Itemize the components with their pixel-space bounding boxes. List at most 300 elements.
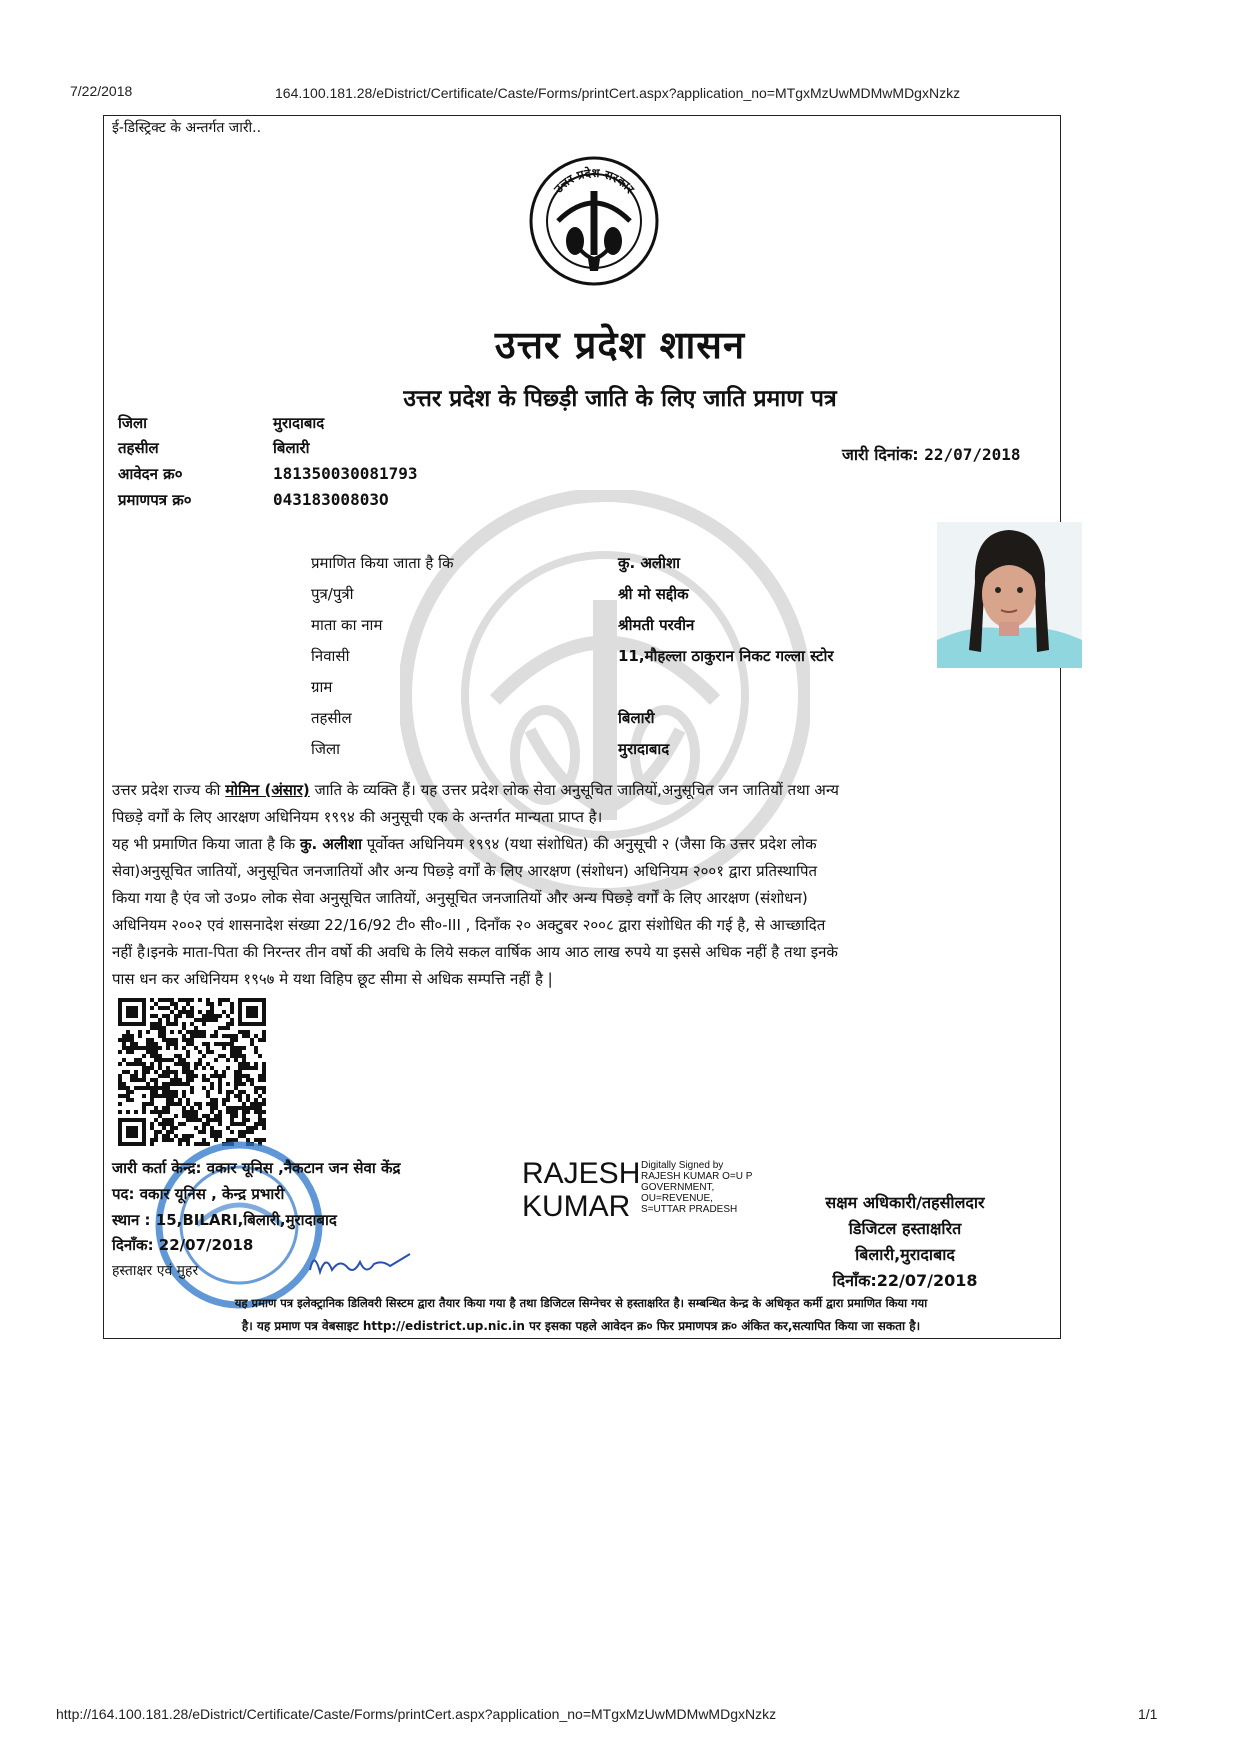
qr-module xyxy=(118,1074,122,1078)
qr-module xyxy=(170,1038,174,1042)
qr-finder xyxy=(246,1006,258,1018)
qr-module xyxy=(190,1134,194,1138)
qr-module xyxy=(262,1034,266,1038)
qr-module xyxy=(230,1010,234,1014)
qr-module xyxy=(166,1102,170,1106)
qr-module xyxy=(166,1134,170,1138)
tehsil-value: बिलारी xyxy=(273,439,310,457)
qr-module xyxy=(254,1034,258,1038)
qr-module xyxy=(170,1082,174,1086)
qr-module xyxy=(194,1046,198,1050)
qr-module xyxy=(234,1046,238,1050)
qr-module xyxy=(218,998,222,1002)
qr-module xyxy=(186,1062,190,1066)
qr-module xyxy=(238,1090,242,1094)
qr-module xyxy=(150,998,154,1002)
qr-module xyxy=(170,1002,174,1006)
qr-module xyxy=(262,1086,266,1090)
qr-module xyxy=(158,1062,162,1066)
qr-module xyxy=(166,1058,170,1062)
qr-module xyxy=(166,1106,170,1110)
qr-module xyxy=(226,1110,230,1114)
qr-module xyxy=(182,1094,186,1098)
qr-module xyxy=(226,1034,230,1038)
qr-module xyxy=(162,1126,166,1130)
qr-module xyxy=(174,1074,178,1078)
qr-module xyxy=(182,1066,186,1070)
district-value: मुरादाबाद xyxy=(273,414,325,432)
qr-module xyxy=(174,1042,178,1046)
qr-module xyxy=(158,998,162,1002)
qr-module xyxy=(234,1074,238,1078)
qr-module xyxy=(130,1078,134,1082)
qr-module xyxy=(174,1126,178,1130)
paragraph-2-line-5: नहीं है।इनके माता-पिता की निरन्तर तीन वर्षो की अवधि के लिये सकल वार्षिक आय आठ लाख रुपये या इससे अधिक नहीं है तथा इनके xyxy=(112,943,838,961)
qr-module xyxy=(158,1034,162,1038)
detail-tehsil-label: तहसील xyxy=(311,709,352,727)
qr-module xyxy=(166,1110,170,1114)
qr-module xyxy=(150,1014,154,1018)
qr-module xyxy=(218,1074,222,1078)
qr-module xyxy=(234,1034,238,1038)
qr-module xyxy=(186,1134,190,1138)
qr-module xyxy=(226,1058,230,1062)
qr-module xyxy=(150,1110,154,1114)
qr-module xyxy=(254,1102,258,1106)
qr-module xyxy=(118,1062,122,1066)
qr-module xyxy=(246,1110,250,1114)
issuer-date: दिनाँक: 22/07/2018 xyxy=(112,1236,254,1254)
qr-module xyxy=(230,1110,234,1114)
qr-module xyxy=(186,1082,190,1086)
qr-module xyxy=(126,1110,130,1114)
certificate-no-value: 04318300803О xyxy=(273,490,389,509)
qr-module xyxy=(214,1098,218,1102)
qr-module xyxy=(186,1110,190,1114)
qr-module xyxy=(254,1066,258,1070)
qr-module xyxy=(226,1022,230,1026)
qr-module xyxy=(258,1078,262,1082)
qr-module xyxy=(182,1026,186,1030)
qr-module xyxy=(166,1074,170,1078)
qr-module xyxy=(234,1114,238,1118)
qr-module xyxy=(242,1102,246,1106)
qr-module xyxy=(210,1034,214,1038)
qr-module xyxy=(222,1098,226,1102)
certificate-title: उत्तर प्रदेश के पिछ्ड़ी जाति के लिए जाति प्रमाण पत्र xyxy=(403,386,837,412)
print-date: 7/22/2018 xyxy=(70,83,133,99)
qr-module xyxy=(142,1110,146,1114)
qr-module xyxy=(210,1002,214,1006)
qr-module xyxy=(198,1062,202,1066)
qr-module xyxy=(242,1082,246,1086)
qr-module xyxy=(154,1042,158,1046)
qr-module xyxy=(210,1126,214,1130)
qr-module xyxy=(214,1014,218,1018)
qr-module xyxy=(210,1066,214,1070)
qr-module xyxy=(166,1066,170,1070)
qr-module xyxy=(214,1042,218,1046)
qr-module xyxy=(242,1106,246,1110)
qr-module xyxy=(134,1078,138,1082)
qr-module xyxy=(118,1110,122,1114)
qr-module xyxy=(138,1086,142,1090)
qr-module xyxy=(234,1094,238,1098)
qr-module xyxy=(150,1098,154,1102)
qr-module xyxy=(230,1130,234,1134)
qr-module xyxy=(154,1090,158,1094)
qr-module xyxy=(150,1078,154,1082)
qr-module xyxy=(118,1102,122,1106)
qr-module xyxy=(194,1114,198,1118)
qr-module xyxy=(166,1070,170,1074)
qr-module xyxy=(158,1054,162,1058)
qr-module xyxy=(182,1038,186,1042)
qr-module xyxy=(246,1098,250,1102)
qr-module xyxy=(146,1042,150,1046)
qr-module xyxy=(238,1054,242,1058)
qr-module xyxy=(202,1114,206,1118)
qr-finder xyxy=(126,1006,138,1018)
qr-module xyxy=(150,1122,154,1126)
qr-module xyxy=(162,1082,166,1086)
qr-module xyxy=(174,1002,178,1006)
digital-sig-details: Digitally Signed by RAJESH KUMAR O=U P GOVERNMENT, OU=REVENUE, S=UTTAR PRADESH xyxy=(641,1160,753,1215)
qr-module xyxy=(242,1122,246,1126)
qr-module xyxy=(226,1090,230,1094)
qr-module xyxy=(230,1114,234,1118)
qr-module xyxy=(238,1078,242,1082)
qr-module xyxy=(162,1006,166,1010)
qr-module xyxy=(162,1074,166,1078)
qr-module xyxy=(142,1074,146,1078)
qr-module xyxy=(154,1022,158,1026)
qr-module xyxy=(186,998,190,1002)
qr-module xyxy=(182,1006,186,1010)
qr-module xyxy=(238,1070,242,1074)
qr-module xyxy=(134,1070,138,1074)
qr-module xyxy=(218,1090,222,1094)
qr-module xyxy=(186,1070,190,1074)
emblem-text: उत्तर प्रदेश सरकार xyxy=(551,165,638,196)
qr-module xyxy=(134,1086,138,1090)
qr-module xyxy=(126,1034,130,1038)
qr-module xyxy=(186,1098,190,1102)
qr-module xyxy=(214,1134,218,1138)
qr-module xyxy=(222,1010,226,1014)
qr-module xyxy=(142,1062,146,1066)
qr-module xyxy=(202,1086,206,1090)
qr-module xyxy=(198,1030,202,1034)
qr-module xyxy=(210,1082,214,1086)
qr-module xyxy=(158,1018,162,1022)
qr-module xyxy=(198,998,202,1002)
qr-module xyxy=(182,1034,186,1038)
qr-module xyxy=(162,1090,166,1094)
qr-module xyxy=(158,1114,162,1118)
qr-module xyxy=(262,1038,266,1042)
qr-module xyxy=(134,1062,138,1066)
qr-module xyxy=(234,1106,238,1110)
qr-module xyxy=(190,1070,194,1074)
qr-module xyxy=(262,1074,266,1078)
qr-module xyxy=(166,1086,170,1090)
qr-module xyxy=(194,1018,198,1022)
qr-module xyxy=(210,1074,214,1078)
qr-module xyxy=(194,1066,198,1070)
qr-module xyxy=(142,1070,146,1074)
qr-module xyxy=(190,1114,194,1118)
issuer-sign-label: हस्ताक्षर एवं मुहर xyxy=(112,1263,199,1279)
qr-module xyxy=(234,1070,238,1074)
qr-module xyxy=(194,1034,198,1038)
qr-module xyxy=(250,1042,254,1046)
qr-module xyxy=(170,998,174,1002)
qr-module xyxy=(198,1058,202,1062)
issue-date-label: जारी दिनांक: xyxy=(842,445,919,464)
qr-module xyxy=(126,1090,130,1094)
qr-module xyxy=(150,1066,154,1070)
qr-module xyxy=(186,1066,190,1070)
paragraph-2-line-6: पास धन कर अधिनियम १९५७ मे यथा विहिप छूट सीमा से अधिक सम्पत्ति नहीं है | xyxy=(112,970,553,988)
qr-module xyxy=(150,1026,154,1030)
qr-module xyxy=(162,1014,166,1018)
qr-module xyxy=(238,1066,242,1070)
qr-module xyxy=(262,1126,266,1130)
qr-module xyxy=(206,1122,210,1126)
qr-module xyxy=(210,1110,214,1114)
qr-module xyxy=(154,1110,158,1114)
qr-module xyxy=(126,1094,130,1098)
qr-module xyxy=(222,1042,226,1046)
qr-module xyxy=(126,1046,130,1050)
qr-module xyxy=(206,1090,210,1094)
qr-module xyxy=(166,1018,170,1022)
qr-module xyxy=(226,1026,230,1030)
qr-module xyxy=(198,1130,202,1134)
qr-module xyxy=(170,1118,174,1122)
qr-module xyxy=(202,1030,206,1034)
qr-finder xyxy=(126,1126,138,1138)
qr-module xyxy=(158,1046,162,1050)
qr-module xyxy=(226,1126,230,1130)
qr-module xyxy=(170,1126,174,1130)
qr-module xyxy=(238,1062,242,1066)
certificate-no-label: प्रमाणपत्र क्र० xyxy=(118,491,192,509)
qr-module xyxy=(258,1054,262,1058)
qr-module xyxy=(182,1110,186,1114)
qr-module xyxy=(150,1022,154,1026)
qr-module xyxy=(170,1122,174,1126)
qr-module xyxy=(242,1110,246,1114)
qr-module xyxy=(246,1118,250,1122)
qr-module xyxy=(122,1082,126,1086)
qr-module xyxy=(190,998,194,1002)
qr-module xyxy=(118,1078,122,1082)
qr-module xyxy=(238,1098,242,1102)
qr-module xyxy=(186,1050,190,1054)
qr-module xyxy=(186,1030,190,1034)
qr-module xyxy=(246,1126,250,1130)
qr-module xyxy=(254,1050,258,1054)
qr-module xyxy=(154,1134,158,1138)
qr-module xyxy=(238,1046,242,1050)
qr-module xyxy=(134,1074,138,1078)
qr-module xyxy=(250,1130,254,1134)
qr-module xyxy=(162,1058,166,1062)
qr-module xyxy=(170,1098,174,1102)
qr-module xyxy=(178,998,182,1002)
qr-module xyxy=(238,1074,242,1078)
qr-module xyxy=(126,1038,130,1042)
qr-module xyxy=(210,1118,214,1122)
qr-module xyxy=(182,998,186,1002)
officer-block xyxy=(780,1190,1030,1294)
qr-module xyxy=(242,1134,246,1138)
qr-module xyxy=(202,1042,206,1046)
qr-module xyxy=(230,1022,234,1026)
qr-module xyxy=(230,1046,234,1050)
qr-module xyxy=(190,1022,194,1026)
qr-module xyxy=(170,1094,174,1098)
qr-module xyxy=(230,1050,234,1054)
qr-module xyxy=(174,1094,178,1098)
qr-module xyxy=(158,1110,162,1114)
qr-module xyxy=(250,1078,254,1082)
qr-module xyxy=(166,1006,170,1010)
footnote xyxy=(105,1292,1057,1338)
qr-module xyxy=(210,1010,214,1014)
applicant-photo xyxy=(937,522,1082,668)
qr-module xyxy=(254,1110,258,1114)
qr-module xyxy=(186,1054,190,1058)
qr-module xyxy=(230,1054,234,1058)
qr-module xyxy=(258,1118,262,1122)
qr-module xyxy=(154,1014,158,1018)
qr-module xyxy=(158,1086,162,1090)
qr-module xyxy=(170,1030,174,1034)
qr-module xyxy=(146,1082,150,1086)
qr-module xyxy=(130,1074,134,1078)
qr-module xyxy=(198,1018,202,1022)
qr-module xyxy=(146,1030,150,1034)
qr-module xyxy=(226,998,230,1002)
qr-module xyxy=(118,1082,122,1086)
qr-module xyxy=(190,1010,194,1014)
son-daughter-label: पुत्र/पुत्री xyxy=(311,585,354,603)
qr-module xyxy=(182,1058,186,1062)
print-page-number: 1/1 xyxy=(1138,1706,1158,1722)
gov-title: उत्तर प्रदेश शासन xyxy=(494,323,746,367)
paragraph-2-line-3: किया गया है एंव जो उ०प्र० लोक सेवा अनुसूचित जातियों, अनुसूचित जनजातियों और अन्य पिछ्ड़े वर्गों के लिए आरक्षण (संशोधन) xyxy=(112,889,808,907)
qr-module xyxy=(126,1030,130,1034)
qr-module xyxy=(130,1050,134,1054)
qr-module xyxy=(202,1078,206,1082)
certificate-paragraphs xyxy=(112,777,1072,993)
qr-module xyxy=(246,1130,250,1134)
paragraph-2-line-2: सेवा)अनुसूचित जातियों, अनुसूचित जनजातियों और अन्य पिछ्ड़े वर्गों के लिए आरक्षण (संशोधन) अधिनियम २००१ द्वारा प्रतिस्थापित xyxy=(112,862,818,880)
qr-module xyxy=(186,1078,190,1082)
qr-module xyxy=(162,1070,166,1074)
qr-module xyxy=(246,1030,250,1034)
qr-module xyxy=(174,1006,178,1010)
qr-module xyxy=(194,1030,198,1034)
qr-module xyxy=(202,1054,206,1058)
qr-module xyxy=(150,1094,154,1098)
qr-module xyxy=(170,1058,174,1062)
qr-module xyxy=(234,1078,238,1082)
qr-module xyxy=(162,1038,166,1042)
qr-module xyxy=(178,1054,182,1058)
qr-module xyxy=(214,1130,218,1134)
qr-module xyxy=(202,1066,206,1070)
qr-module xyxy=(218,1054,222,1058)
qr-module xyxy=(138,1078,142,1082)
qr-module xyxy=(210,1130,214,1134)
qr-module xyxy=(150,1038,154,1042)
qr-module xyxy=(262,1030,266,1034)
qr-module xyxy=(174,1062,178,1066)
digital-sig-name-2: KUMAR xyxy=(522,1190,631,1223)
qr-module xyxy=(258,1114,262,1118)
qr-module xyxy=(230,1018,234,1022)
handwritten-signature xyxy=(300,1240,420,1290)
qr-module xyxy=(222,1034,226,1038)
qr-module xyxy=(162,998,166,1002)
qr-module xyxy=(154,1094,158,1098)
qr-module xyxy=(226,1066,230,1070)
qr-module xyxy=(154,1070,158,1074)
qr-module xyxy=(130,1090,134,1094)
paragraph-2-line-1: यह भी प्रमाणित किया जाता है कि कु. अलीशा पूर्वोक्त अधिनियम १९९४ (यथा संशोधित) की अनुसूची २ (जैसा कि उत्तर प्रदेश लोक xyxy=(112,835,817,853)
qr-module xyxy=(158,1122,162,1126)
qr-module xyxy=(170,1078,174,1082)
qr-module xyxy=(246,1034,250,1038)
qr-module xyxy=(198,1118,202,1122)
qr-module xyxy=(178,1098,182,1102)
qr-module xyxy=(230,1122,234,1126)
qr-module xyxy=(206,1010,210,1014)
qr-module xyxy=(162,1026,166,1030)
qr-module xyxy=(150,1054,154,1058)
qr-module xyxy=(218,1002,222,1006)
qr-module xyxy=(186,1038,190,1042)
qr-module xyxy=(262,1098,266,1102)
qr-module xyxy=(206,1050,210,1054)
issue-date-value: 22/07/2018 xyxy=(924,445,1021,464)
detail-tehsil-value: बिलारी xyxy=(618,709,655,727)
qr-module xyxy=(118,1094,122,1098)
qr-module xyxy=(262,1062,266,1066)
qr-module xyxy=(154,1002,158,1006)
qr-module xyxy=(226,1106,230,1110)
qr-module xyxy=(142,1054,146,1058)
qr-module xyxy=(206,1094,210,1098)
qr-module xyxy=(214,1018,218,1022)
qr-module xyxy=(226,1014,230,1018)
qr-module xyxy=(162,1122,166,1126)
qr-module xyxy=(138,1062,142,1066)
qr-module xyxy=(258,1122,262,1126)
qr-module xyxy=(230,1034,234,1038)
qr-module xyxy=(230,1038,234,1042)
print-url: 164.100.181.28/eDistrict/Certificate/Caste/Forms/printCert.aspx?application_no=MTgxMzUwMDMwMDgxNzkz xyxy=(275,85,961,101)
qr-module xyxy=(254,1106,258,1110)
qr-module xyxy=(210,1050,214,1054)
qr-module xyxy=(210,1098,214,1102)
qr-module xyxy=(150,1062,154,1066)
qr-module xyxy=(218,1014,222,1018)
